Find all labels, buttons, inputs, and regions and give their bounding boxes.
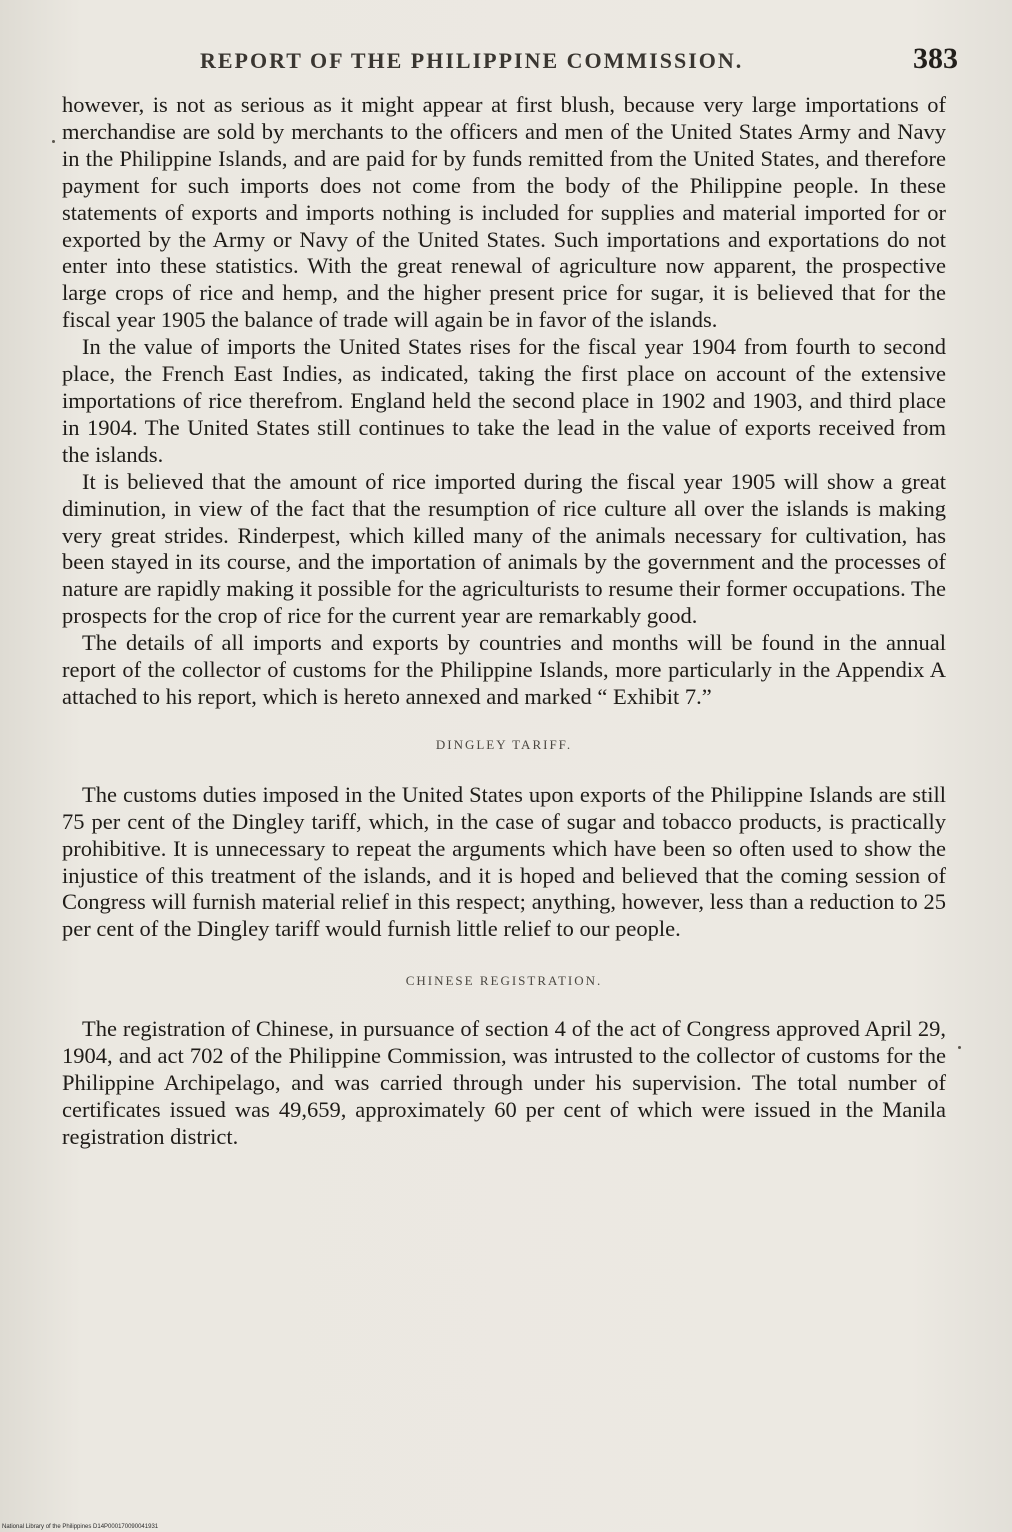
library-footer-stamp: National Library of the Philippines D14P000170090041931 <box>2 1524 159 1530</box>
paragraph-rice-imports: It is believed that the amount of rice imported during the fiscal year 1905 will show a great diminution, in view of the fact that the resumption of rice culture all over the islands is making very great strides. Rinderpest, which killed many of the animals necessary for cultivation, has been stayed in its course, and the importation of animals by the government and the processes of nature are rapidly making it possible for the agriculturists to resume their former occupations. The prospects for the crop of rice for the current year are remarkably good. <box>62 468 946 629</box>
heading-chinese-registration: CHINESE REGISTRATION. <box>405 973 603 989</box>
heading-dingley-tariff: DINGLEY TARIFF. <box>435 736 573 752</box>
scan-speck <box>52 140 55 143</box>
paragraph-imports-ranking: In the value of imports the United States rises for the fiscal year 1904 from fourth to second place, the French East Indies, as indicated, taking the first place on account of the extensive importations of rice therefrom. England held the second place in 1902 and 1903, and third place in 1904. The United States still continues to take the lead in the value of exports received from the islands. <box>62 334 946 467</box>
paragraph-trade-balance: however, is not as serious as it might appear at first blush, because very large importations of merchandise are sold by merchants to the officers and men of the United States Army and Navy in the Philippine Islands, and are paid for by funds remitted from the United States, and therefore payment for such imports does not come from the body of the Philippine people. In these statements of exports and imports nothing is included for supplies and material imported for or exported by the Army or Navy of the United States. Such importations and exportations do not enter into these statistics. With the great renewal of agriculture now apparent, the prospective large crops of rice and hemp, and the higher present price for sugar, it is believed that for the fiscal year 1905 the balance of trade will again be in favor of the islands. <box>62 92 946 333</box>
paragraph-customs-duties: The customs duties imposed in the United States upon exports of the Philippine Islands are still 75 per cent of the Dingley tariff, which, in the case of sugar and tobacco products, is practically prohibitive. It is unnecessary to repeat the arguments which have been so often used to show the injustice of this treatment of the islands, and it is hoped and believed that the coming session of Congress will furnish material relief in this respect; anything, however, less than a reduction to 25 per cent of the Dingley tariff would furnish little relief to our people. <box>62 781 946 942</box>
paragraph-chinese-registration: The registration of Chinese, in pursuance of section 4 of the act of Congress approved April 29, 1904, and act 702 of the Philippine Commission, was intrusted to the collector of customs for the Philippine Archipelago, and was carried through under his supervision. The total number of certificates issued was 49,659, approximately 60 per cent of which were issued in the Manila registration district. <box>62 1016 946 1149</box>
body-text <box>62 92 946 1151</box>
page-number: 383 <box>913 42 958 75</box>
running-head <box>60 42 960 82</box>
paragraph-details-exhibit: The details of all imports and exports by countries and months will be found in the annual report of the collector of customs for the Philippine Islands, more particularly in the Appendix A attached to his report, which is hereto annexed and marked “ Exhibit 7.” <box>62 630 946 709</box>
scan-speck <box>958 1046 961 1049</box>
running-title: REPORT OF THE PHILIPPINE COMMISSION. <box>200 48 744 73</box>
